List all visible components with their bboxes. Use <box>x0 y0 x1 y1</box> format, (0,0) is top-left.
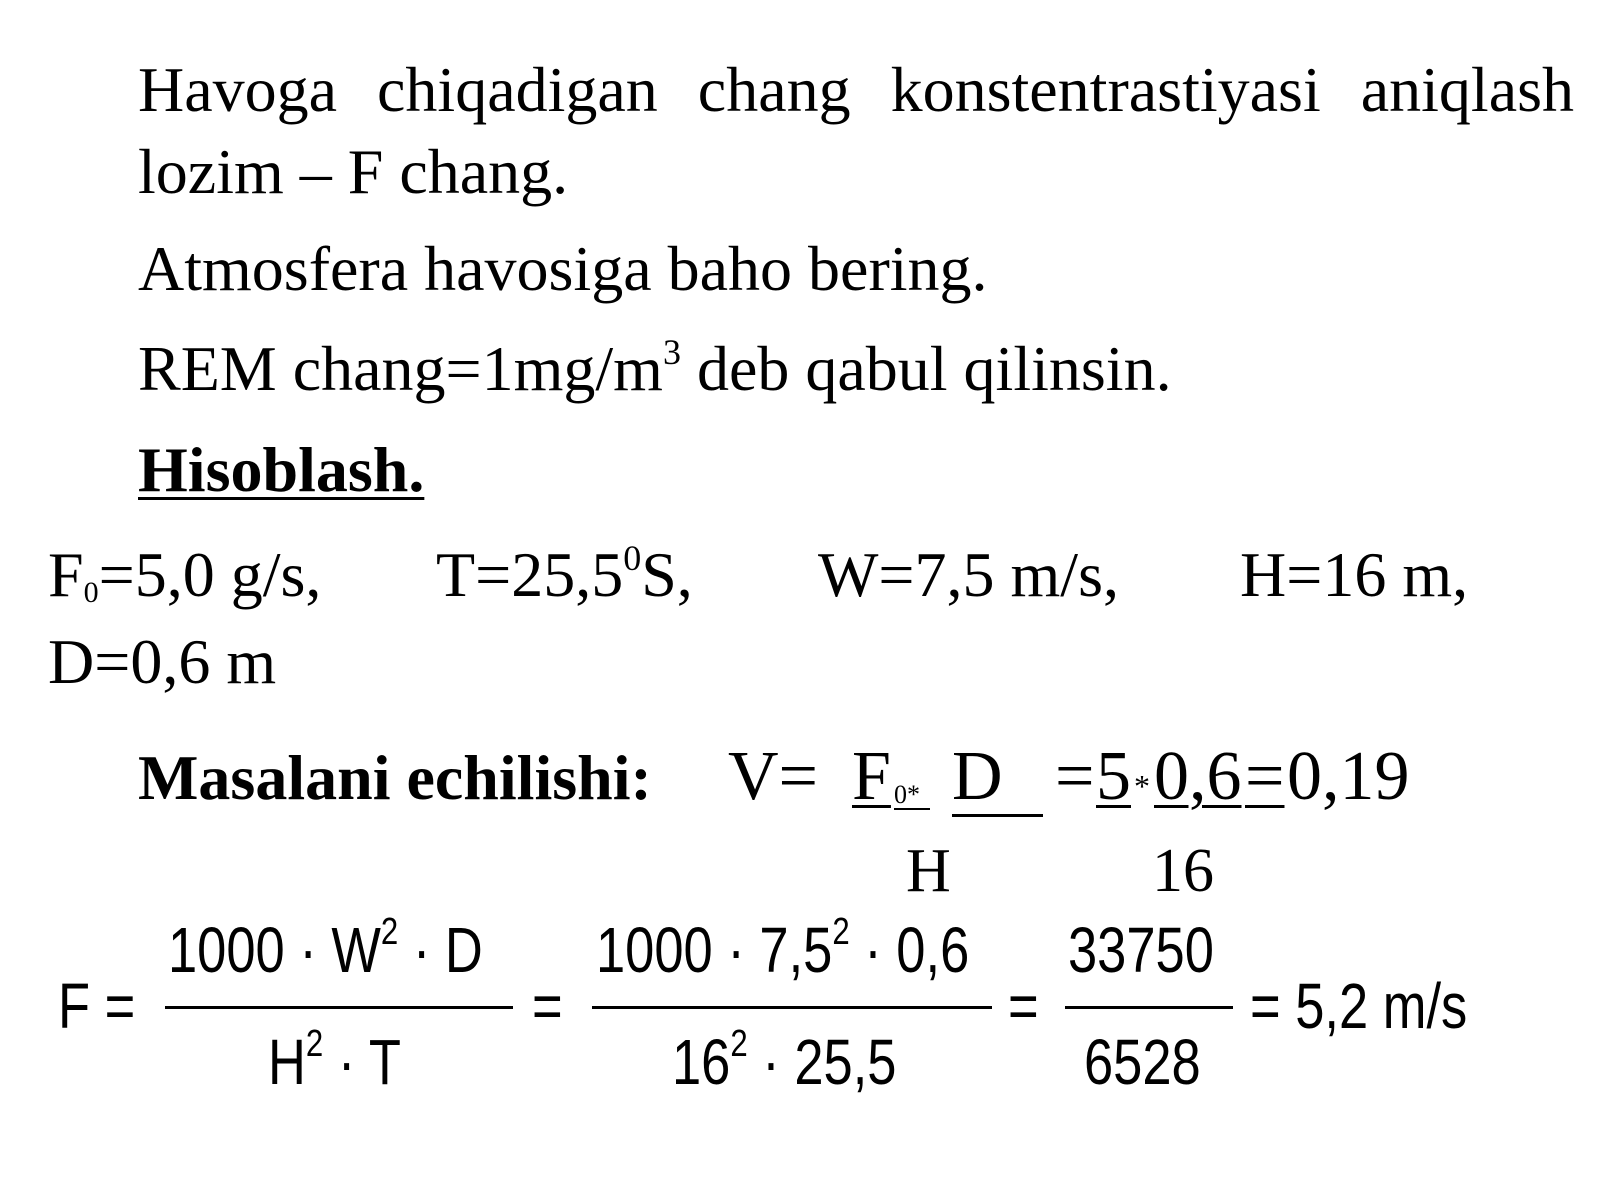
formula-fraction-3-denominator: 6528 <box>1084 1026 1201 1098</box>
given-t-post: S, <box>641 539 693 610</box>
solution-result: 0,19 <box>1287 738 1410 815</box>
formula-fraction-2-denominator <box>672 1023 897 1098</box>
given-t-sup: 0 <box>623 538 642 578</box>
solution-num-5: 5 <box>1096 738 1131 815</box>
formula-f2-num-sup: 2 <box>832 911 850 953</box>
solution-denominator-16: 16 <box>1152 837 1214 905</box>
formula-rhs: = 5,2 m/s <box>1250 970 1468 1042</box>
solution-num-06: 0,6 <box>1154 738 1242 815</box>
solution-star: * <box>1134 768 1150 804</box>
formula-f2-den-a: 16 <box>672 1026 731 1098</box>
given-f0 <box>48 539 322 610</box>
paragraph-1-line-1: Havoga chiqadigan chang konstentrastiyasi aniqlash <box>138 54 1574 125</box>
solution-v-prefix: V= <box>728 738 819 815</box>
formula-fraction-2-bar <box>592 1006 992 1009</box>
given-f0-value: =5,0 g/s, <box>98 539 322 610</box>
paragraph-3-sup: 3 <box>662 332 681 372</box>
formula-fraction-1-denominator <box>268 1023 401 1098</box>
given-f0-letter: F <box>48 539 84 610</box>
given-t-pre: T=25,5 <box>436 539 624 610</box>
formula-f2-den-b: · 25,5 <box>747 1026 897 1098</box>
solution-label: Masalani echilishi: <box>138 742 652 813</box>
given-f0-sub: 0 <box>83 576 99 609</box>
paragraph-3 <box>138 332 1172 404</box>
formula-fraction-3-bar <box>1065 1006 1233 1009</box>
formula-fraction-2-numerator <box>596 911 970 986</box>
given-w: W=7,5 m/s, <box>818 539 1119 610</box>
solution-eq-sign-2: = <box>1245 738 1285 815</box>
formula-fraction-1-numerator <box>168 911 483 986</box>
formula-f1-den-a: H <box>268 1026 306 1098</box>
solution-d-letter: D <box>952 742 1043 817</box>
paragraph-3-post: deb qabul qilinsin. <box>680 333 1172 404</box>
formula-fraction-1-bar <box>165 1006 513 1009</box>
solution-f-letter: F <box>852 738 891 815</box>
formula-f1-den-b: · T <box>323 1026 401 1098</box>
formula-eq-2: = <box>1008 970 1039 1042</box>
formula-f2-num-b: · 0,6 <box>849 914 970 986</box>
solution-denominator-h: H <box>906 837 951 905</box>
formula-lhs: F = <box>58 970 136 1042</box>
formula-f2-den-sup: 2 <box>730 1023 748 1065</box>
given-t <box>436 538 693 610</box>
given-h: H=16 m, <box>1240 539 1469 610</box>
formula-f1-num-sup: 2 <box>380 911 399 953</box>
formula-f2-num-a: 1000 · 7,5 <box>596 914 833 986</box>
heading-hisoblash: Hisoblash. <box>138 434 425 505</box>
formula-f1-den-sup: 2 <box>305 1023 324 1065</box>
solution-eq-sign: = <box>1055 738 1095 815</box>
paragraph-1-line-2: lozim – F chang. <box>138 136 569 207</box>
paragraph-3-pre: REM chang=1mg/m <box>138 333 663 404</box>
solution-f-sub: 0* <box>894 782 930 810</box>
formula-f1-num-b: · D <box>398 914 483 986</box>
formula-eq-1: = <box>532 970 563 1042</box>
formula-fraction-3-numerator: 33750 <box>1068 914 1214 986</box>
formula-f1-num-a: 1000 · W <box>168 914 381 986</box>
paragraph-2: Atmosfera havosiga baho bering. <box>138 233 988 304</box>
given-d: D=0,6 m <box>48 626 277 697</box>
